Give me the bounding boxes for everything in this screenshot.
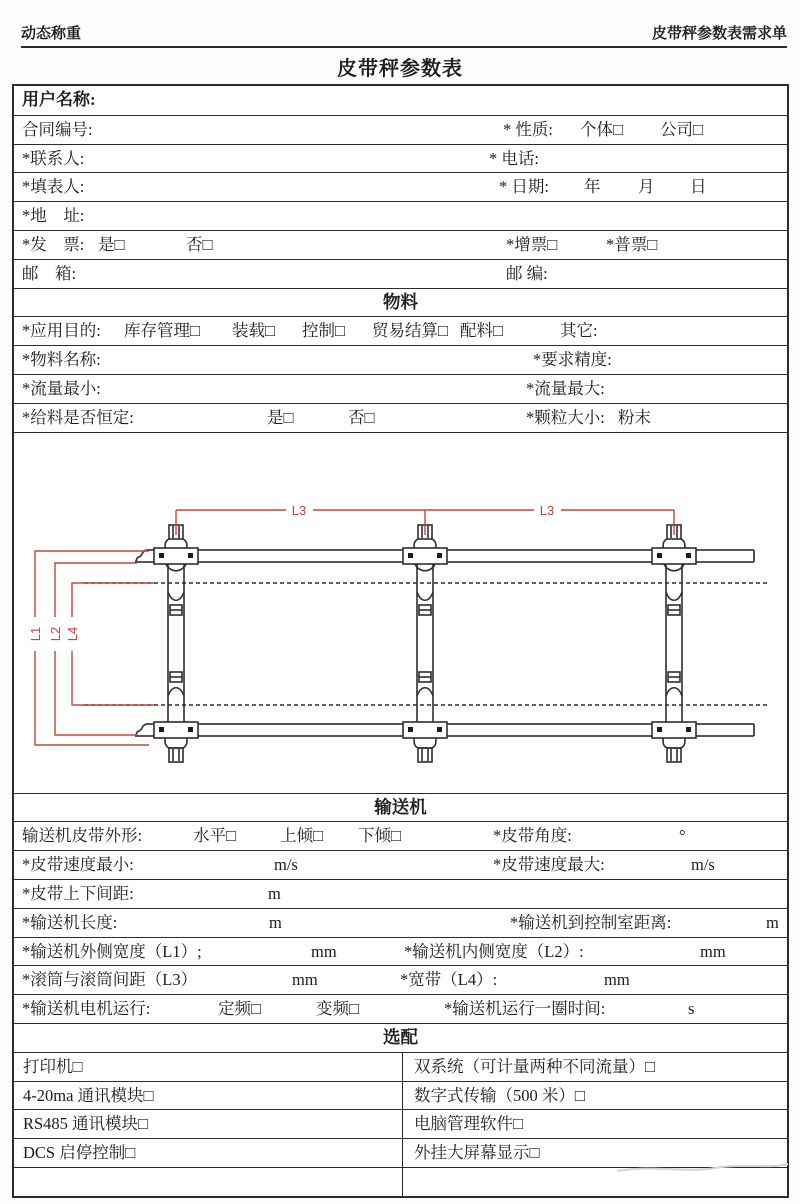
row-diagram	[14, 432, 787, 793]
dim-label-l1: L1	[28, 626, 43, 642]
contract-label: 合同编号:	[22, 119, 93, 139]
dim-label-l3-left: L3	[291, 503, 307, 519]
row-motor	[14, 994, 787, 1023]
row-address	[14, 201, 787, 230]
conveyor-diagram	[14, 434, 787, 792]
date-label: * 日期:	[499, 177, 549, 197]
row-option-3	[14, 1109, 787, 1138]
rail-break-mark	[135, 550, 147, 562]
row-purpose	[14, 316, 787, 345]
nature-label: * 性质:	[503, 119, 553, 139]
address-label: *地 址:	[22, 206, 85, 226]
nature-company-checkbox[interactable]: 公司□	[660, 119, 703, 139]
invoice-label: *发 票:	[22, 234, 85, 254]
section-header-options: 选配	[14, 1023, 787, 1052]
roller-spacing-label: *滚筒与滚筒间距（L3）	[22, 970, 198, 990]
shape-decline-checkbox[interactable]: 下倾□	[358, 826, 401, 846]
parameter-table	[12, 84, 789, 1198]
row-material-name	[14, 345, 787, 374]
row-customer-name	[14, 86, 787, 115]
purpose-control-checkbox[interactable]: 控制□	[302, 321, 345, 341]
belt-shape-label: 输送机皮带外形:	[22, 826, 143, 846]
row-contract-nature	[14, 115, 787, 144]
belt-angle-unit: °	[679, 826, 686, 846]
option-420ma-module-checkbox[interactable]: 4-20ma 通讯模块□	[23, 1085, 154, 1105]
belt-gap-unit: m	[268, 883, 281, 903]
outer-width-unit: mm	[311, 941, 337, 961]
invoice-yes-checkbox[interactable]: 是□	[98, 234, 125, 254]
inner-width-unit: mm	[700, 941, 726, 961]
purpose-trade-checkbox[interactable]: 贸易结算□	[372, 321, 448, 341]
belt-angle-label: *皮带角度:	[493, 826, 572, 846]
nature-individual-checkbox[interactable]: 个体□	[580, 119, 623, 139]
flow-max-label: *流量最大:	[526, 378, 605, 398]
invoice-vat-checkbox[interactable]: *增票□	[506, 234, 558, 254]
inner-width-label: *输送机内侧宽度（L2）:	[404, 941, 584, 961]
date-day-label: 日	[690, 177, 707, 197]
precision-label: *要求精度:	[533, 350, 612, 370]
option-dual-system-checkbox[interactable]: 双系统（可计量两种不同流量）□	[402, 1053, 787, 1081]
header-right-text: 皮带秤参数表需求单	[651, 26, 787, 42]
row-roller-spacing	[14, 965, 787, 994]
option-pc-software-checkbox[interactable]: 电脑管理软件□	[402, 1110, 787, 1138]
row-belt-shape	[14, 821, 787, 850]
dim-label-l4: L4	[65, 626, 80, 642]
row-flow	[14, 374, 787, 403]
motor-fixed-freq-checkbox[interactable]: 定频□	[218, 999, 261, 1019]
rail-break-mark	[135, 724, 147, 736]
purpose-label: *应用目的:	[22, 321, 101, 341]
option-printer-checkbox[interactable]: 打印机□	[23, 1056, 83, 1076]
email-label: 邮 箱:	[22, 263, 77, 283]
control-room-distance-label: *输送机到控制室距离:	[510, 912, 672, 932]
row-filler-date	[14, 172, 787, 201]
purpose-other-label: 其它:	[560, 321, 598, 341]
row-belt-gap	[14, 879, 787, 908]
feed-no-checkbox[interactable]: 否□	[348, 407, 375, 427]
option-rs485-module-checkbox[interactable]: RS485 通讯模块□	[23, 1114, 149, 1134]
option-external-display-checkbox[interactable]: 外挂大屏幕显示□	[402, 1139, 787, 1167]
page-title: 皮带秤参数表	[337, 58, 463, 80]
row-invoice	[14, 230, 787, 259]
customer-name-label: 用户名称:	[22, 90, 96, 109]
belt-gap-label: *皮带上下间距:	[22, 883, 134, 903]
row-option-1	[14, 1052, 787, 1081]
cycle-time-unit: s	[688, 999, 695, 1019]
date-year-label: 年	[584, 177, 601, 197]
dim-bracket-l4	[72, 583, 154, 705]
cycle-time-label: *输送机运行一圈时间:	[444, 999, 606, 1019]
motor-label: *输送机电机运行:	[22, 999, 151, 1019]
row-contact-phone	[14, 144, 787, 173]
shape-horizontal-checkbox[interactable]: 水平□	[193, 826, 236, 846]
row-feed-particle	[14, 403, 787, 432]
control-room-distance-unit: m	[766, 912, 779, 932]
option-dcs-control-checkbox[interactable]: DCS 启停控制□	[23, 1143, 136, 1163]
row-option-2	[14, 1081, 787, 1110]
page-header	[21, 24, 787, 48]
speed-min-unit: m/s	[274, 855, 298, 875]
row-email-postcode	[14, 259, 787, 288]
invoice-no-checkbox[interactable]: 否□	[186, 234, 213, 254]
outer-width-label: *输送机外侧宽度（L1）;	[22, 941, 202, 961]
shape-incline-checkbox[interactable]: 上倾□	[280, 826, 323, 846]
feed-yes-checkbox[interactable]: 是□	[267, 407, 294, 427]
option-empty-left	[14, 1168, 402, 1196]
filler-label: *填表人:	[22, 177, 85, 197]
speed-max-label: *皮带速度最大:	[493, 855, 605, 875]
date-month-label: 月	[638, 177, 655, 197]
header-left-text: 动态称重	[21, 26, 82, 42]
particle-value: 粉末	[618, 407, 651, 427]
flow-min-label: *流量最小:	[22, 378, 101, 398]
conveyor-length-unit: m	[269, 912, 282, 932]
roller-assembly-middle	[403, 525, 447, 762]
phone-label: * 电话:	[489, 148, 539, 168]
conveyor-length-label: *输送机长度:	[22, 912, 118, 932]
dim-label-l2: L2	[48, 626, 63, 642]
section-header-material: 物料	[14, 288, 787, 317]
belt-width-label: *宽带（L4）:	[400, 970, 498, 990]
row-conveyor-length	[14, 908, 787, 937]
roller-assembly-right	[652, 525, 696, 762]
invoice-plain-checkbox[interactable]: *普票□	[606, 234, 658, 254]
motor-variable-freq-checkbox[interactable]: 变频□	[316, 999, 359, 1019]
speed-max-unit: m/s	[691, 855, 715, 875]
row-conveyor-width	[14, 937, 787, 966]
purpose-batching-checkbox[interactable]: 配料□	[460, 321, 503, 341]
purpose-inventory-checkbox[interactable]: 库存管理□	[124, 321, 200, 341]
roller-spacing-unit: mm	[292, 970, 318, 990]
feed-constant-label: *给料是否恒定:	[22, 407, 134, 427]
contact-label: *联系人:	[22, 148, 85, 168]
particle-label: *颗粒大小:	[526, 407, 605, 427]
row-belt-speed	[14, 850, 787, 879]
speed-min-label: *皮带速度最小:	[22, 855, 134, 875]
roller-assembly-left	[154, 525, 198, 762]
postcode-label: 邮 编:	[506, 263, 548, 283]
dim-label-l3-right: L3	[539, 503, 555, 519]
belt-width-unit: mm	[604, 970, 630, 990]
purpose-loading-checkbox[interactable]: 装载□	[232, 321, 275, 341]
section-header-conveyor: 输送机	[14, 793, 787, 822]
scan-artifact	[615, 1155, 790, 1177]
material-name-label: *物料名称:	[22, 350, 101, 370]
option-digital-transfer-checkbox[interactable]: 数字式传输（500 米）□	[402, 1082, 787, 1110]
